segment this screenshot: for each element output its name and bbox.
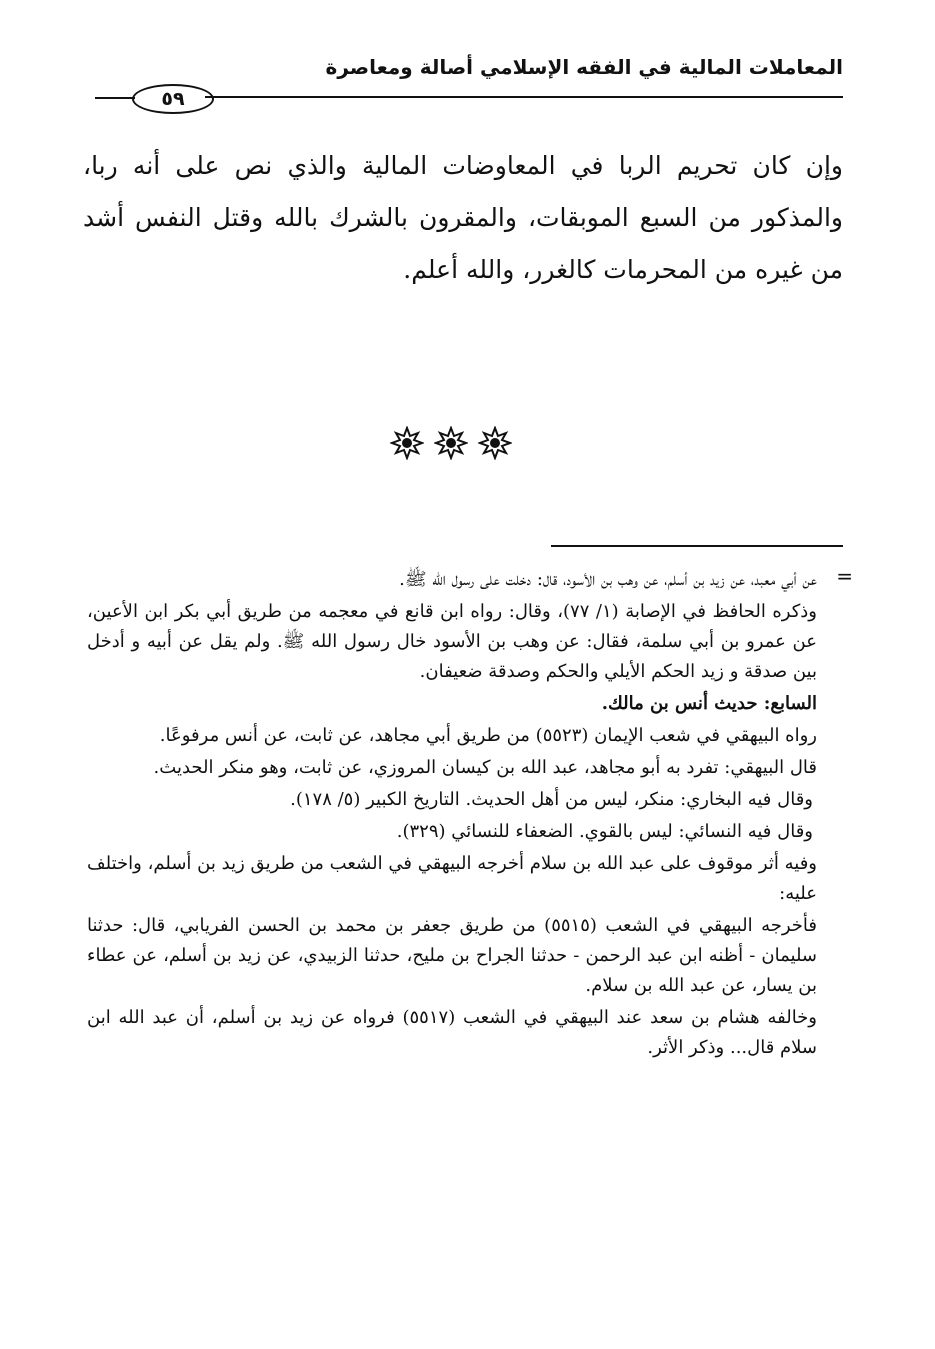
header-rule-tail — [95, 97, 135, 99]
footnote-paragraph: وذكره الحافظ في الإصابة (١/ ٧٧)، وقال: رواه ابن قانع في معجمه من طريق أبي بكر ابن الأعين، عن عمرو بن أبي سلمة، فقال: عن وهب بن الأسود خال رسول الله ﷺ. ولم يقل عن أبيه و أدخل بين صدقة و زيد الحكم الأيلي والحكم وصدقة ضعيفان. — [87, 601, 817, 682]
ornamental-flower-icon — [434, 426, 468, 460]
page-number: ٥٩ — [132, 84, 214, 114]
footnote-paragraph: وقال فيه النسائي: ليس بالقوي. الضعفاء للنسائي (٣٢٩). — [396, 821, 813, 842]
footnotes — [87, 565, 817, 1065]
footnote-paragraph: وقال فيه البخاري: منكر، ليس من أهل الحديث. التاريخ الكبير (٥/ ١٧٨). — [290, 789, 813, 810]
footnote-separator-rule — [551, 545, 843, 547]
footnote-subheading: السابع: حديث أنس بن مالك. — [601, 693, 817, 714]
footnote-continuation-mark: = — [836, 564, 853, 588]
footnote-paragraph: عن أبي معبد، عن زيد بن أسلم، عن وهب بن الأسود، قال: دخلت على رسول الله ﷺ. — [399, 569, 817, 590]
body-paragraph: وإن كان تحريم الربا في المعاوضات المالية والذي نص على أنه ربا، والمذكور من السبع الموبقات، والمقرون بالشرك بالله وقتل النفس أشد من غيره من المحرمات كالغرر، والله أعلم. — [83, 151, 843, 284]
ornamental-flower-icon — [478, 426, 512, 460]
running-header-title: المعاملات المالية في الفقه الإسلامي أصالة ومعاصرة — [325, 55, 843, 79]
ornamental-flower-icon — [390, 426, 424, 460]
footnote-paragraph: وخالفه هشام بن سعد عند البيهقي في الشعب (٥٥١٧) فرواه عن زيد بن أسلم، أن عبد الله ابن سلام قال... وذكر الأثر. — [87, 1007, 817, 1058]
section-separator — [390, 426, 512, 462]
footnote-paragraph: رواه البيهقي في شعب الإيمان (٥٥٢٣) من طريق أبي مجاهد، عن ثابت، عن أنس مرفوعًا. — [159, 725, 817, 746]
footnote-paragraph: قال البيهقي: تفرد به أبو مجاهد، عبد الله بن كيسان المروزي، عن ثابت، وهو منكر الحديث. — [153, 757, 817, 778]
footnote-paragraph: فأخرجه البيهقي في الشعب (٥٥١٥) من طريق جعفر بن محمد بن الحسن الفريابي، قال: حدثنا سليمان - أظنه ابن عبد الرحمن - حدثنا الجراح بن مليح، حدثنا الزبيدي، عن زيد بن أسلم، عن عطاء بن يسار، عن عبد الله بن سلام. — [87, 915, 817, 996]
header-rule — [205, 96, 843, 98]
footnote-paragraph: وفيه أثر موقوف على عبد الله بن سلام أخرجه البيهقي في الشعب من طريق زيد بن أسلم، واختلف عليه: — [87, 853, 817, 904]
